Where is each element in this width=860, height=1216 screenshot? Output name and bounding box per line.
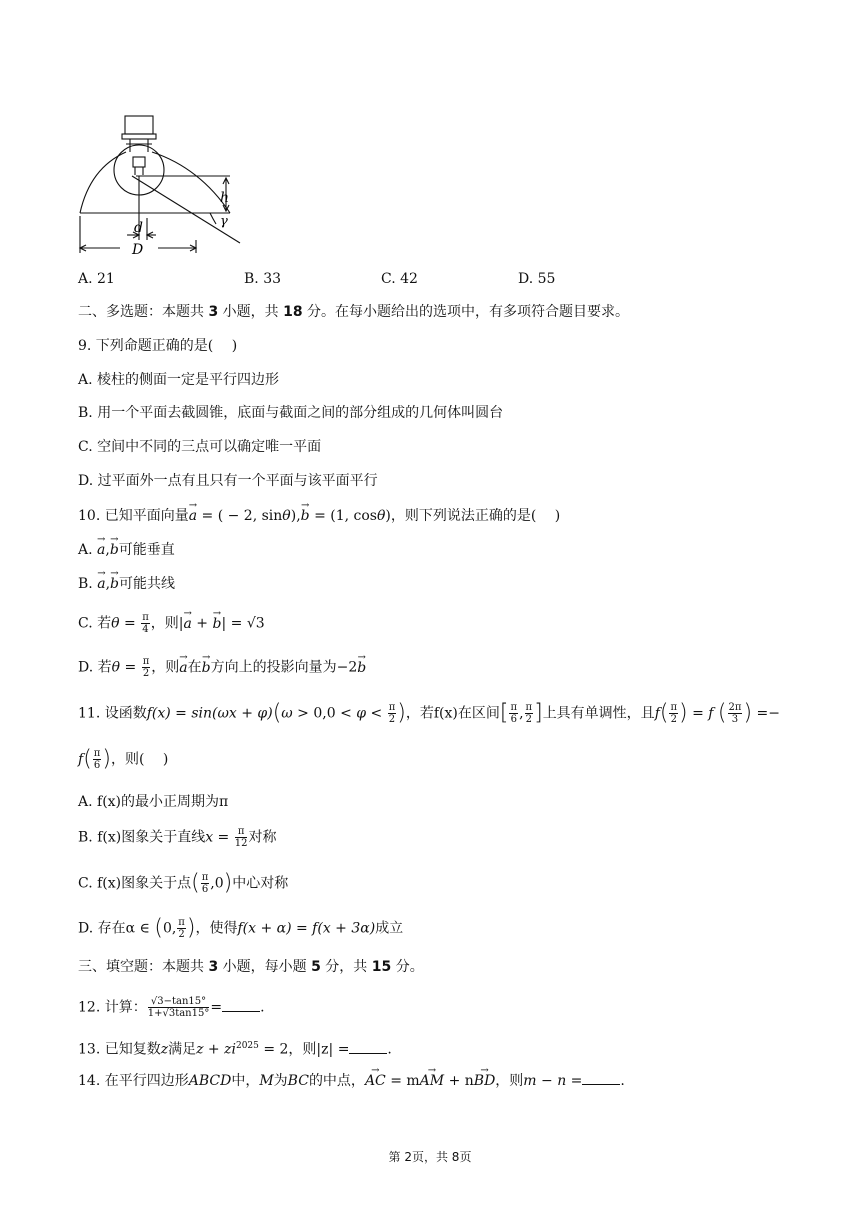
q9-option-b: B. 用一个平面去截圆锥，底面与截面之间的部分组成的几何体叫圆台 [78,405,504,421]
q10-option-a: A. → a,→ b可能垂直 [78,540,175,560]
q11-stem-line1: 11. 设函数f(x) = sin(ωx + φ)(ω > 0,0 < φ < $\frac{\pi}{2}$ )，若f(x)在区间[ $\frac{\pi}{6}$ , $\frac{\pi}{2}$ ]上具有单调性，且f( $\frac{\pi}{2}$ ) = f ( $\frac{2\pi}{3}$ ) =− [78,700,780,726]
q12: 12. 计算： $\frac{√3-\tan 15^\circ}{1+√3\tan 15^\circ}$ = . [78,996,265,1019]
figure-label-h: h [220,190,230,206]
page-footer: 第 2页，共 8页 [388,1150,472,1164]
q10-option-d: D. 若θ = $\frac{\pi}{2}$ ，则→ a在→ b方向上的投影向量为−2→ b [78,656,366,679]
section2-heading: 二、多选题：本题共 3 小题，共 18 分。在每小题给出的选项中，有多项符合题目要求。 [78,304,630,320]
q9-stem: 9. 下列命题正确的是( ) [78,338,238,354]
q10-stem: 10. 已知平面向量→ a = ( − 2, sinθ),→ b = (1, cosθ)，则下列说法正确的是( ) [78,506,560,526]
figure-label-gamma: γ [220,214,228,229]
q13-answer-blank[interactable] [349,1039,387,1054]
q8-option-c: C. 42 [381,271,418,287]
q8-option-a: A. 21 [78,271,115,287]
q11-option-c: C. f(x)图象关于点( $\frac{\pi}{6}$ ,0)中心对称 [78,870,289,896]
q13: 13. 已知复数z满足$z + zi^{2025} = 2$，则|z| = . [78,1036,392,1060]
q9-option-c: C. 空间中不同的三点可以确定唯一平面 [78,439,322,455]
q9-option-a: A. 棱柱的侧面一定是平行四边形 [78,372,280,388]
q8-option-b: B. 33 [244,271,282,287]
q10-option-b: B. → a,→ b可能共线 [78,574,175,594]
lamp-figure [70,108,330,258]
q8-option-d: D. 55 [518,271,556,287]
q11-option-d: D. 存在α ∈ (0, $\frac{\pi}{2}$ )，使得f(x + α) = f(x + 3α)成立 [78,915,404,941]
q9-option-d: D. 过平面外一点有且只有一个平面与该平面平行 [78,473,378,489]
figure-label-d: d [134,220,143,236]
q14: 14. 在平行四边形ABCD中，M为BC的中点，→ AC = m→ AM + n→ BD，则m − n = . [78,1070,625,1091]
q10-option-c: C. 若θ = $\frac{\pi}{4}$ ，则|→ a + → b| = √3 [78,612,265,635]
section3-heading: 三、填空题：本题共 3 小题，每小题 5 分，共 15 分。 [78,959,424,975]
q11-option-a: A. f(x)的最小正周期为π [78,794,229,810]
q12-answer-blank[interactable] [222,997,260,1012]
figure-label-D: D [132,242,144,258]
q11-option-b: B. f(x)图象关于直线x = $\frac{\pi}{12}$ 对称 [78,826,277,849]
q14-answer-blank[interactable] [582,1070,620,1085]
q11-stem-line2: f( $\frac{\pi}{6}$ )，则( ) [78,746,169,772]
